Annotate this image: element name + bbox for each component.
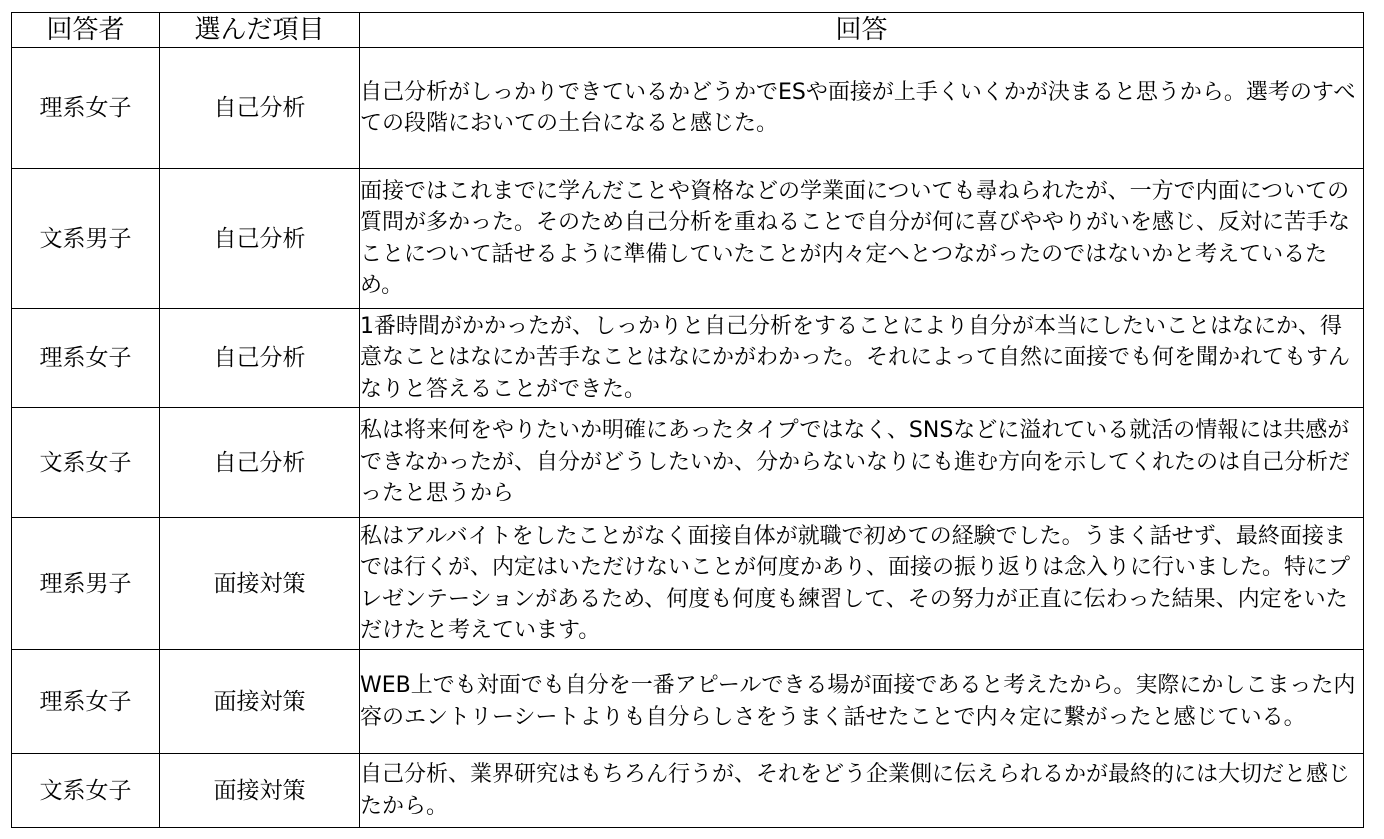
respondent-cell: 文系女子	[12, 754, 160, 828]
table-row	[12, 754, 1364, 828]
answer-text: 面接ではこれまでに学んだことや資格などの学業面についても尋ねられたが、一方で内面についての質問が多かった。そのため自己分析を重ねることで自分が何に喜びややりがいを感じ、反対に苦手なことについて話せるように準備していたことが内々定へとつながったのではないかと考えているため。	[360, 178, 1351, 298]
selected-item-cell: 自己分析	[160, 48, 360, 169]
selected-item-cell: 面接対策	[160, 650, 360, 754]
table-row	[12, 518, 1364, 650]
table-row	[12, 48, 1364, 169]
table-row	[12, 309, 1364, 408]
respondent-cell: 理系女子	[12, 650, 160, 754]
answer-cell	[360, 754, 1364, 828]
answer-text: 1番時間がかかったが、しっかりと自己分析をすることにより自分が本当にしたいことはなにか、得意なことはなにか苦手なことはなにかがわかった。それによって自然に面接でも何を聞かれてもすんなりと答えることができた。	[360, 313, 1351, 402]
selected-item-cell: 自己分析	[160, 408, 360, 518]
header-answer: 回答	[360, 13, 1364, 48]
answer-text: 自己分析がしっかりできているかどうかでESや面接が上手くいくかが決まると思うから。選考のすべての段階においての土台になると感じた。	[360, 79, 1356, 136]
answer-cell	[360, 309, 1364, 408]
answer-cell	[360, 518, 1364, 650]
table-row	[12, 650, 1364, 754]
answer-text: 自己分析、業界研究はもちろん行うが、それをどう企業側に伝えられるかが最終的には大切だと感じたから。	[360, 762, 1351, 819]
answer-text: 私はアルバイトをしたことがなく面接自体が就職で初めての経験でした。うまく話せず、最終面接までは行くが、内定はいただけないことが何度かあり、面接の振り返りは念入りに行いました。特にプレゼンテーションがあるため、何度も何度も練習して、その努力が正直に伝わった結果、内定をいただけたと考えています。	[360, 523, 1351, 643]
table-row	[12, 169, 1364, 309]
header-respondent: 回答者	[12, 13, 160, 48]
header-row	[12, 13, 1364, 48]
selected-item-cell: 面接対策	[160, 518, 360, 650]
respondent-cell: 文系男子	[12, 169, 160, 309]
answer-text: 私は将来何をやりたいか明確にあったタイプではなく、SNSなどに溢れている就活の情報には共感ができなかったが、自分がどうしたいか、分からないなりにも進む方向を示してくれたのは自己分析だったと思うから	[360, 418, 1351, 507]
table-row	[12, 408, 1364, 518]
survey-table	[11, 12, 1364, 828]
selected-item-cell: 自己分析	[160, 169, 360, 309]
answer-cell	[360, 48, 1364, 169]
answer-cell	[360, 650, 1364, 754]
header-selected-item: 選んだ項目	[160, 13, 360, 48]
answer-text: WEB上でも対面でも自分を一番アピールできる場が面接であると考えたから。実際にかしこまった内容のエントリーシートよりも自分らしさをうまく話せたことで内々定に繋がったと感じている。	[360, 673, 1356, 730]
selected-item-cell: 面接対策	[160, 754, 360, 828]
answer-cell	[360, 408, 1364, 518]
selected-item-cell: 自己分析	[160, 309, 360, 408]
respondent-cell: 文系女子	[12, 408, 160, 518]
answer-cell	[360, 169, 1364, 309]
respondent-cell: 理系女子	[12, 309, 160, 408]
respondent-cell: 理系男子	[12, 518, 160, 650]
respondent-cell: 理系女子	[12, 48, 160, 169]
